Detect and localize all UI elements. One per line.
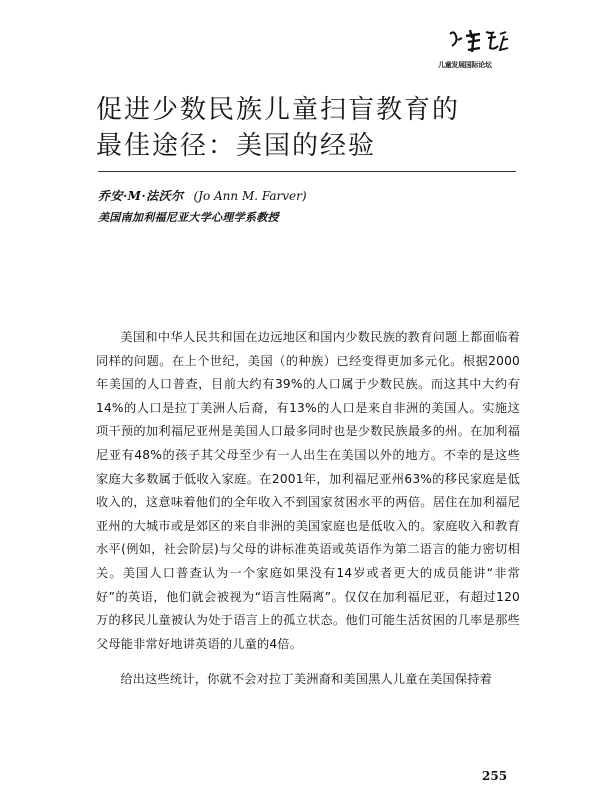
paragraph-2: 给出这些统计，你就不会对拉丁美洲裔和美国黑人儿童在美国保持着 [120, 672, 493, 687]
title-divider [98, 171, 516, 172]
paragraph-1: 美国和中华人民共和国在边远地区和国内少数民族的教育问题上都面临着同样的问题。在上个世纪，美国（的种族）已经变得更加多元化。根据2000年美国的人口普查，目前大约有39%的人口属于少数民族。而这其中大约有14%的人口是拉丁美洲人后裔，有13%的人口是来自非洲的美国人。实施这项干预的加利福尼亚州是美国人口最多同时也是少数民族最多的州。在加利福尼亚有48%的孩子其父母至少有一人出生在美国以外的地方。不幸的是这些家庭大多数属于低收入家庭。在2001年，加利福尼亚州63%的移民家庭是低收入的，这意味着他们的全年收入不到国家贫困水平的两倍。居住在加利福尼亚州的大城市或是郊区的来自非洲的美国家庭也是低收入的。家庭收入和教育水平(例如，社会阶层)与父母的讲标准英语或英语作为第二语言的能力密切相关。美国人口普查认为一个家庭如果没有14岁或者更大的成员能讲“非常好”的英语，他们就会被视为“语言性隔离”。仅仅在加利福尼亚，有超过120万的移民儿童被认为处于语言上的孤立状态。他们可能生活贫困的几率是那些父母能非常好地讲英语的儿童的4倍。 [96, 330, 520, 651]
article-body [96, 326, 520, 692]
journal-logo [432, 26, 522, 72]
author-affiliation: 美国南加利福尼亚大学心理学系教授 [98, 211, 279, 224]
author-name-english: (Jo Ann M. Farver) [193, 189, 307, 203]
author-line [98, 187, 307, 204]
article-title [96, 92, 460, 164]
author-name-chinese: 乔安·M·法沃尔 [98, 189, 184, 203]
page-number: 255 [482, 769, 508, 783]
calligraphy-logo-icon [444, 26, 514, 58]
title-line-1: 促进少数民族儿童扫盲教育的 [96, 95, 461, 125]
logo-caption: 儿童发展国际论坛 [438, 61, 492, 69]
title-line-2: 最佳途径：美国的经验 [96, 131, 377, 161]
